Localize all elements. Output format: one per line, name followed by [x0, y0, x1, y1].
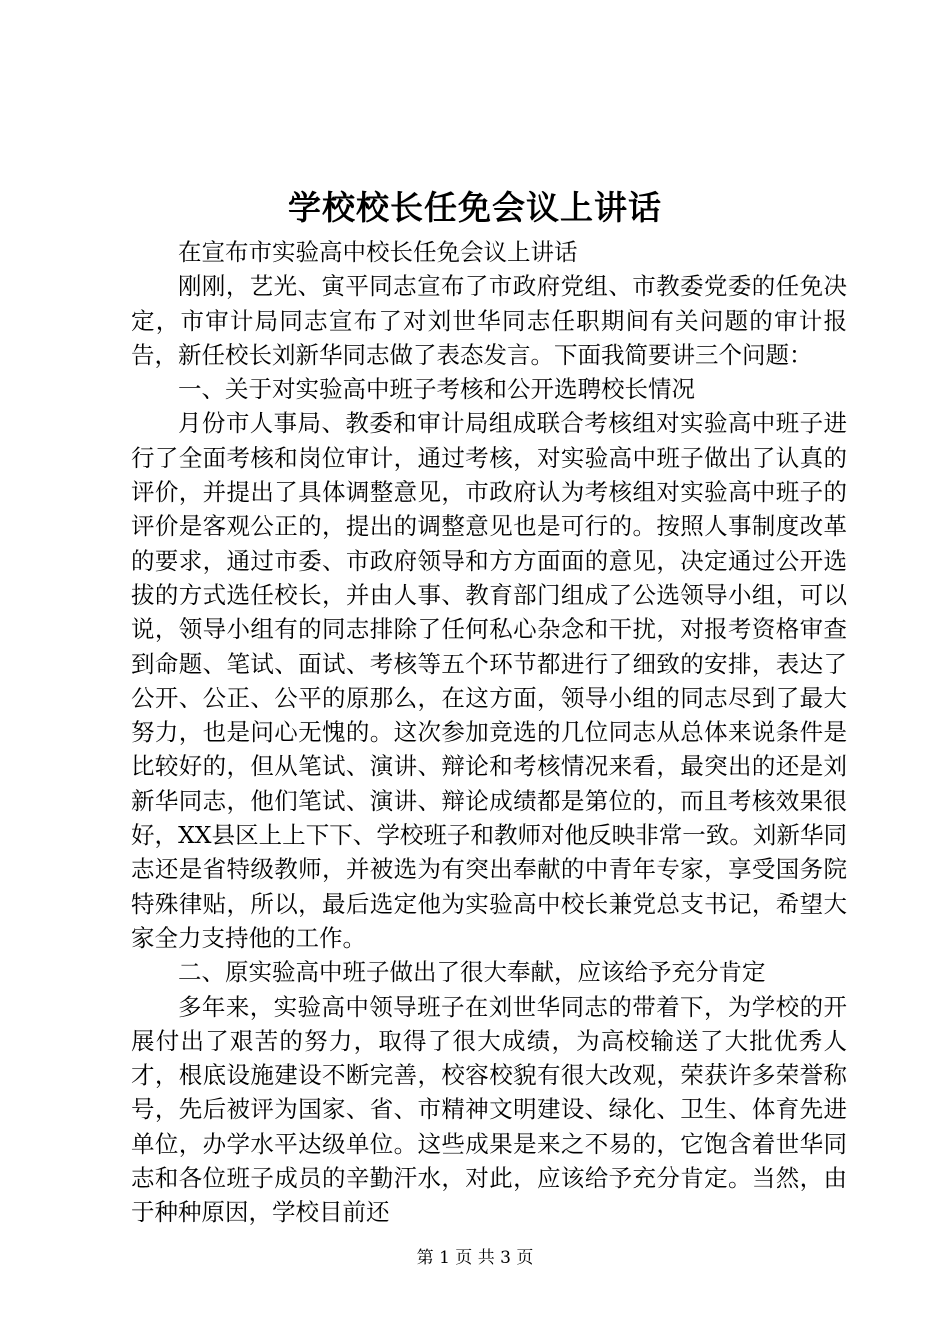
paragraph-section-1: 月份市人事局、教委和审计局组成联合考核组对实验高中班子进行了全面考核和岗位审计，通过考核，对实验高中班子做出了认真的评价，并提出了具体调整意见，市政府认为考核组对实验高中班子的评价是客观公正的，提出的调整意见也是可行的。按照人事制度改革的要求，通过市委、市政府领导和方方面面的意见，决定通过公开选拔的方式选任校长，并由人事、教育部门组成了公选领导小组，可以说，领导小组有的同志排除了任何私心杂念和干扰，对报考资格审查到命题、笔试、面试、考核等五个环节都进行了细致的安排，表达了公开、公正、公平的原那么，在这方面，领导小组的同志尽到了最大努力，也是问心无愧的。这次参加竞选的几位同志从总体来说条件是比较好的，但从笔试、演讲、辩论和考核情况来看，最突出的还是刘新华同志，他们笔试、演讲、辩论成绩都是第位的，而且考核效果很好，XX县区上上下下、学校班子和教师对他反映非常一致。刘新华同志还是省特级教师，并被选为有突出奉献的中青年专家，享受国务院特殊律贴，所以，最后选定他为实验高中校长兼党总支书记，希望大家全力支持他的工作。 [131, 409, 847, 952]
document-title: 学校校长任免会议上讲话 [288, 188, 662, 227]
section-heading-2: 二、原实验高中班子做出了很大奉献，应该给予充分肯定 [178, 958, 766, 987]
paragraph-subtitle: 在宣布市实验高中校长任免会议上讲话 [178, 238, 578, 266]
paragraph-section-2: 多年来，实验高中领导班子在刘世华同志的带着下，为学校的开展付出了艰苦的努力，取得了很大成绩，为高校输送了大批优秀人才，根底设施建设不断完善，校容校貌有很大改观，荣获许多荣誉称号，先后被评为国家、省、市精神文明建设、绿化、卫生、体育先进单位，办学水平达级单位。这些成果是来之不易的，它饱含着世华同志和各位班子成员的辛勤汗水，对此，应该给予充分肯定。当然，由于种种原因，学校目前还 [131, 992, 847, 1227]
paragraph-intro: 刚刚，艺光、寅平同志宣布了市政府党组、市教委党委的任免决定，市审计局同志宣布了对刘世华同志任职期间有关问题的审计报告，新任校长刘新华同志做了表态发言。下面我简要讲三个问题： [131, 272, 847, 369]
section-heading-1: 一、关于对实验高中班子考核和公开选聘校长情况 [178, 375, 695, 404]
document-body [131, 235, 847, 1230]
page-footer: 第 1 页 共 3 页 [416, 1248, 534, 1268]
